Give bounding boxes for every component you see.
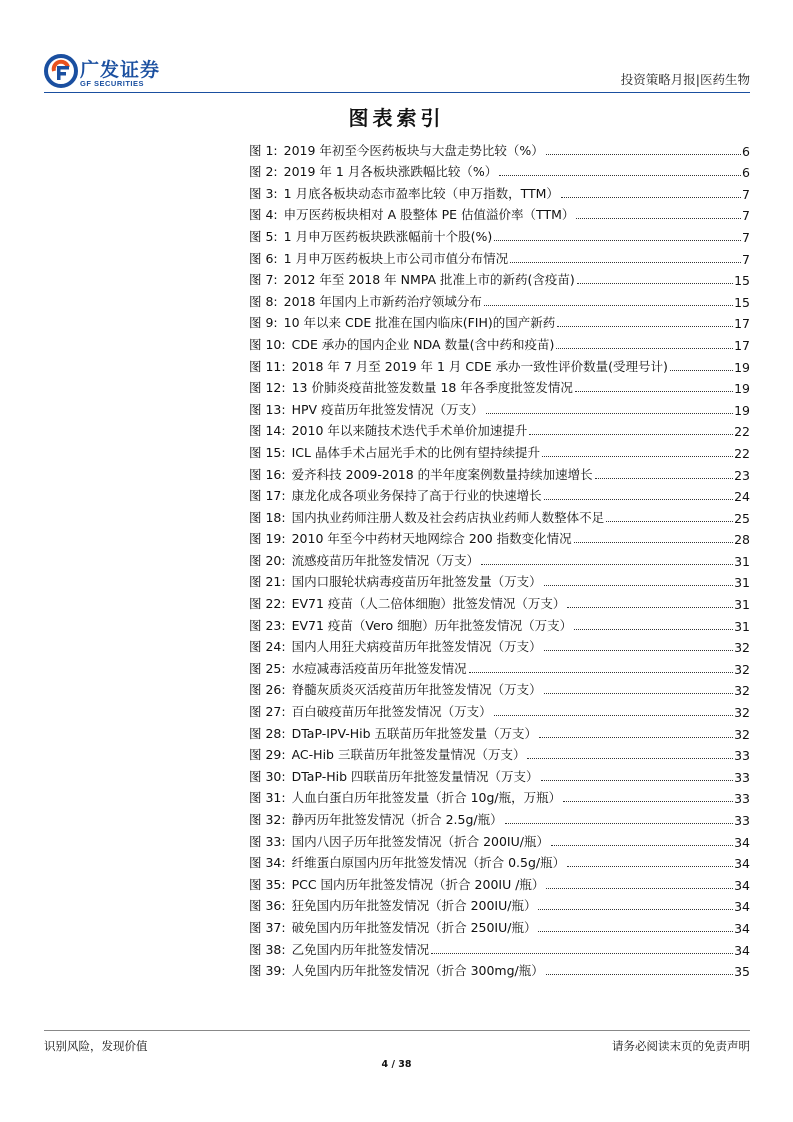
toc-page-number: 6 <box>742 165 750 181</box>
page-number: 4 / 38 <box>381 1059 412 1070</box>
toc-figure-label: 图 37: <box>249 919 286 935</box>
toc-figure-title: 乙免国内历年批签发情况 <box>291 941 430 957</box>
toc-entry[interactable] <box>249 720 750 742</box>
toc-leader-dots <box>561 196 741 198</box>
toc-page-number: 33 <box>734 769 750 785</box>
toc-page-number: 31 <box>734 597 750 613</box>
toc-figure-title: 纤维蛋白原国内历年批签发情况（折合 0.5g/瓶） <box>291 855 566 871</box>
toc-leader-dots <box>563 800 733 802</box>
toc-entry[interactable] <box>249 763 750 785</box>
toc-entry[interactable] <box>249 806 750 828</box>
toc-figure-label: 图 30: <box>249 768 286 784</box>
toc-page-number: 6 <box>742 143 750 159</box>
footer-slogan: 识别风险，发现价值 <box>44 1039 148 1053</box>
toc-leader-dots <box>527 757 733 759</box>
toc-entry[interactable] <box>249 267 750 289</box>
toc-leader-dots <box>577 282 733 284</box>
toc-figure-title: 国内口服轮状病毒疫苗历年批签发量（万支） <box>291 574 542 590</box>
toc-page-number: 17 <box>734 316 750 332</box>
toc-page-number: 35 <box>734 964 750 980</box>
toc-figure-label: 图 10: <box>249 336 286 352</box>
toc-page-number: 7 <box>742 251 750 267</box>
toc-figure-title: 13 价肺炎疫苗批签发数量 18 年各季度批签发情况 <box>291 380 573 396</box>
toc-entry[interactable] <box>249 310 750 332</box>
toc-page-number: 34 <box>734 899 750 915</box>
toc-figure-title: 水痘减毒活疫苗历年批签发情况 <box>291 660 467 676</box>
toc-leader-dots <box>574 628 733 630</box>
toc-page-number: 28 <box>734 532 750 548</box>
toc-leader-dots <box>544 584 733 586</box>
toc-figure-label: 图 32: <box>249 812 286 827</box>
toc-leader-dots <box>494 239 741 241</box>
toc-page-number: 7 <box>742 229 750 245</box>
toc-page-number: 33 <box>734 748 750 764</box>
toc-figure-title: 国内人用狂犬病疫苗历年批签发情况（万支） <box>291 639 542 655</box>
toc-page-number: 32 <box>734 683 750 699</box>
toc-page-number: 22 <box>734 445 750 461</box>
toc-figure-title: 国内八因子历年批签发情况（折合 200IU/瓶） <box>291 833 549 849</box>
figure-index-list <box>249 137 750 979</box>
toc-figure-title: 2018 年国内上市新药治疗领域分布 <box>283 293 482 309</box>
toc-entry[interactable] <box>249 742 750 764</box>
toc-figure-title: 国内执业药师注册人数及社会药店执业药师人数整体不足 <box>291 509 605 525</box>
toc-figure-title: ICL 晶体手术占屈光手术的比例有望持续提升 <box>291 444 540 460</box>
toc-entry[interactable] <box>249 526 750 548</box>
toc-figure-title: 百白破疫苗历年批签发情况（万支） <box>291 704 492 720</box>
toc-entry[interactable] <box>249 634 750 656</box>
toc-entry[interactable] <box>249 914 750 936</box>
toc-entry[interactable] <box>249 223 750 245</box>
toc-figure-label: 图 19: <box>249 531 286 547</box>
toc-figure-label: 图 12: <box>249 380 286 396</box>
toc-leader-dots <box>606 520 733 522</box>
toc-figure-title: 申万医药板块相对 A 股整体 PE 估值溢价率（TTM） <box>283 207 575 223</box>
toc-leader-dots <box>484 304 733 306</box>
toc-figure-label: 图 27: <box>249 704 286 720</box>
toc-entry[interactable] <box>249 590 750 612</box>
toc-leader-dots <box>510 261 741 263</box>
toc-figure-title: 脊髓灰质炎灭活疫苗历年批签发情况（万支） <box>291 682 542 698</box>
toc-figure-title: 人免国内历年批签发情况（折合 300mg/瓶） <box>291 963 544 979</box>
toc-leader-dots <box>481 563 733 565</box>
toc-figure-label: 图 35: <box>249 876 286 892</box>
toc-figure-title: 1 月申万医药板块上市公司市值分布情况 <box>283 250 509 266</box>
toc-figure-label: 图 14: <box>249 423 286 439</box>
toc-figure-label: 图 29: <box>249 747 286 763</box>
toc-entry[interactable] <box>249 677 750 699</box>
toc-figure-title: 康龙化成各项业务保持了高于行业的快速增长 <box>291 488 542 504</box>
toc-page-number: 32 <box>734 640 750 656</box>
footer-divider <box>44 1030 750 1031</box>
toc-entry[interactable] <box>249 288 750 310</box>
toc-leader-dots <box>595 477 733 479</box>
toc-entry[interactable] <box>249 375 750 397</box>
toc-page-number: 34 <box>734 834 750 850</box>
toc-figure-label: 图 1: <box>249 142 278 158</box>
toc-figure-label: 图 9: <box>249 315 278 331</box>
toc-figure-label: 图 26: <box>249 682 286 698</box>
toc-page-number: 34 <box>734 920 750 936</box>
toc-figure-title: 人血白蛋白历年批签发量（折合 10g/瓶，万瓶） <box>291 790 562 806</box>
toc-leader-dots <box>670 369 733 371</box>
toc-entry[interactable] <box>249 698 750 720</box>
toc-figure-title: 静丙历年批签发情况（折合 2.5g/瓶） <box>291 812 503 827</box>
toc-figure-label: 图 39: <box>249 963 286 979</box>
toc-entry[interactable] <box>249 893 750 915</box>
toc-leader-dots <box>505 822 734 824</box>
toc-figure-label: 图 38: <box>249 941 286 957</box>
toc-leader-dots <box>544 692 733 694</box>
toc-figure-label: 图 25: <box>249 660 286 676</box>
toc-figure-label: 图 7: <box>249 272 278 288</box>
toc-entry[interactable] <box>249 547 750 569</box>
toc-entry[interactable] <box>249 137 750 159</box>
toc-entry[interactable] <box>249 461 750 483</box>
toc-entry[interactable] <box>249 785 750 807</box>
toc-entry[interactable] <box>249 245 750 267</box>
toc-page-number: 34 <box>734 942 750 958</box>
toc-page-number: 32 <box>734 726 750 742</box>
toc-figure-label: 图 11: <box>249 358 286 374</box>
toc-entry[interactable] <box>249 612 750 634</box>
toc-leader-dots <box>576 217 741 219</box>
toc-entry[interactable] <box>249 353 750 375</box>
report-category: 投资策略月报|医药生物 <box>620 72 750 87</box>
logo-text-en: GF SECURITIES <box>80 79 145 88</box>
toc-leader-dots <box>575 390 733 392</box>
toc-leader-dots <box>539 736 733 738</box>
toc-page-number: 15 <box>734 294 750 310</box>
toc-leader-dots <box>494 714 733 716</box>
header-divider <box>44 92 750 93</box>
toc-figure-label: 图 20: <box>249 552 286 568</box>
toc-leader-dots <box>546 153 741 155</box>
toc-page-number: 25 <box>734 510 750 526</box>
toc-leader-dots <box>546 973 733 975</box>
toc-figure-label: 图 4: <box>249 207 278 223</box>
toc-figure-title: 2019 年初至今医药板块与大盘走势比较（%） <box>283 142 544 158</box>
toc-entry[interactable] <box>249 418 750 440</box>
page-header <box>44 52 750 92</box>
toc-figure-label: 图 13: <box>249 401 286 417</box>
toc-page-number: 32 <box>734 661 750 677</box>
toc-leader-dots <box>567 865 733 867</box>
toc-leader-dots <box>567 606 733 608</box>
toc-leader-dots <box>546 887 733 889</box>
toc-entry[interactable] <box>249 655 750 677</box>
toc-entry[interactable] <box>249 331 750 353</box>
toc-figure-title: 2018 年 7 月至 2019 年 1 月 CDE 承办一致性评价数量(受理号计) <box>291 358 668 374</box>
footer-disclaimer: 请务必阅读末页的免责声明 <box>612 1039 750 1053</box>
toc-figure-label: 图 23: <box>249 617 286 633</box>
toc-leader-dots <box>469 671 733 673</box>
toc-figure-label: 图 31: <box>249 790 286 806</box>
toc-page-number: 7 <box>742 186 750 202</box>
toc-page-number: 33 <box>734 791 750 807</box>
toc-figure-title: 2010 年至今中药材天地网综合 200 指数变化情况 <box>291 531 572 547</box>
page-title: 图表索引 <box>348 106 445 130</box>
toc-figure-label: 图 16: <box>249 466 286 482</box>
toc-entry[interactable] <box>249 159 750 181</box>
toc-page-number: 17 <box>734 337 750 353</box>
gf-logo-icon <box>44 54 78 88</box>
toc-figure-title: PCC 国内历年批签发情况（折合 200IU /瓶） <box>291 876 545 892</box>
toc-page-number: 23 <box>734 467 750 483</box>
toc-page-number: 31 <box>734 553 750 569</box>
toc-leader-dots <box>538 908 733 910</box>
toc-figure-label: 图 3: <box>249 185 278 201</box>
toc-entry[interactable] <box>249 439 750 461</box>
toc-page-number: 34 <box>734 856 750 872</box>
toc-entry[interactable] <box>249 958 750 980</box>
toc-entry[interactable] <box>249 569 750 591</box>
toc-entry[interactable] <box>249 483 750 505</box>
toc-leader-dots <box>544 498 733 500</box>
toc-figure-title: 狂免国内历年批签发情况（折合 200IU/瓶） <box>291 898 537 914</box>
toc-figure-title: 流感疫苗历年批签发情况（万支） <box>291 552 480 568</box>
toc-figure-title: DTaP-Hib 四联苗历年批签发量情况（万支） <box>291 768 539 784</box>
toc-figure-title: 2019 年 1 月各板块涨跌幅比较（%） <box>283 164 498 180</box>
toc-figure-label: 图 8: <box>249 293 278 309</box>
toc-leader-dots <box>544 649 733 651</box>
toc-figure-label: 图 15: <box>249 444 286 460</box>
toc-figure-label: 图 24: <box>249 639 286 655</box>
toc-leader-dots <box>529 433 733 435</box>
toc-figure-label: 图 2: <box>249 164 278 180</box>
toc-entry[interactable] <box>249 504 750 526</box>
toc-leader-dots <box>541 779 734 781</box>
toc-entry[interactable] <box>249 936 750 958</box>
toc-page-number: 31 <box>734 575 750 591</box>
toc-figure-label: 图 33: <box>249 833 286 849</box>
toc-leader-dots <box>556 347 733 349</box>
toc-figure-title: HPV 疫苗历年批签发情况（万支） <box>291 401 484 417</box>
toc-figure-title: 10 年以来 CDE 批准在国内临床(FIH)的国产新药 <box>283 315 556 331</box>
company-logo <box>44 54 174 90</box>
toc-page-number: 34 <box>734 877 750 893</box>
toc-leader-dots <box>557 325 733 327</box>
toc-leader-dots <box>574 541 733 543</box>
toc-page-number: 33 <box>734 813 750 828</box>
toc-page-number: 32 <box>734 705 750 721</box>
toc-page-number: 15 <box>734 273 750 289</box>
toc-page-number: 22 <box>734 424 750 440</box>
toc-leader-dots <box>499 174 741 176</box>
toc-page-number: 24 <box>734 489 750 505</box>
toc-figure-label: 图 22: <box>249 596 286 612</box>
toc-leader-dots <box>538 930 733 932</box>
toc-figure-label: 图 5: <box>249 228 278 244</box>
toc-figure-title: CDE 承办的国内企业 NDA 数量(含中药和疫苗) <box>291 336 555 352</box>
toc-figure-label: 图 6: <box>249 250 278 266</box>
toc-page-number: 19 <box>734 359 750 375</box>
toc-figure-title: 1 月底各板块动态市盈率比较（申万指数，TTM） <box>283 185 559 201</box>
toc-entry[interactable] <box>249 850 750 872</box>
toc-page-number: 7 <box>742 208 750 224</box>
toc-figure-label: 图 21: <box>249 574 286 590</box>
toc-page-number: 19 <box>734 381 750 397</box>
toc-entry[interactable] <box>249 202 750 224</box>
toc-figure-title: EV71 疫苗（Vero 细胞）历年批签发情况（万支） <box>291 617 573 633</box>
toc-leader-dots <box>542 455 733 457</box>
toc-entry[interactable] <box>249 396 750 418</box>
toc-figure-label: 图 36: <box>249 898 286 914</box>
toc-figure-label: 图 34: <box>249 855 286 871</box>
toc-leader-dots <box>431 952 733 954</box>
toc-figure-title: 2010 年以来随技术迭代手术单价加速提升 <box>291 423 528 439</box>
toc-figure-title: 破免国内历年批签发情况（折合 250IU/瓶） <box>291 919 537 935</box>
toc-figure-title: 爱齐科技 2009-2018 的半年度案例数量持续加速增长 <box>291 466 593 482</box>
toc-figure-label: 图 28: <box>249 725 286 741</box>
toc-leader-dots <box>486 412 734 414</box>
toc-leader-dots <box>551 844 733 846</box>
logo-text-cn: 广发证券 <box>80 59 161 81</box>
toc-page-number: 19 <box>734 402 750 418</box>
toc-figure-title: AC-Hib 三联苗历年批签发量情况（万支） <box>291 747 526 763</box>
toc-figure-title: 1 月申万医药板块跌涨幅前十个股(%) <box>283 228 493 244</box>
toc-figure-label: 图 18: <box>249 509 286 525</box>
toc-entry[interactable] <box>249 828 750 850</box>
toc-figure-title: EV71 疫苗（人二倍体细胞）批签发情况（万支） <box>291 596 566 612</box>
toc-figure-label: 图 17: <box>249 488 286 504</box>
toc-entry[interactable] <box>249 871 750 893</box>
toc-figure-title: DTaP-IPV-Hib 五联苗历年批签发量（万支） <box>291 725 538 741</box>
toc-figure-title: 2012 年至 2018 年 NMPA 批准上市的新药(含疫苗) <box>283 272 575 288</box>
toc-page-number: 31 <box>734 618 750 634</box>
toc-entry[interactable] <box>249 180 750 202</box>
